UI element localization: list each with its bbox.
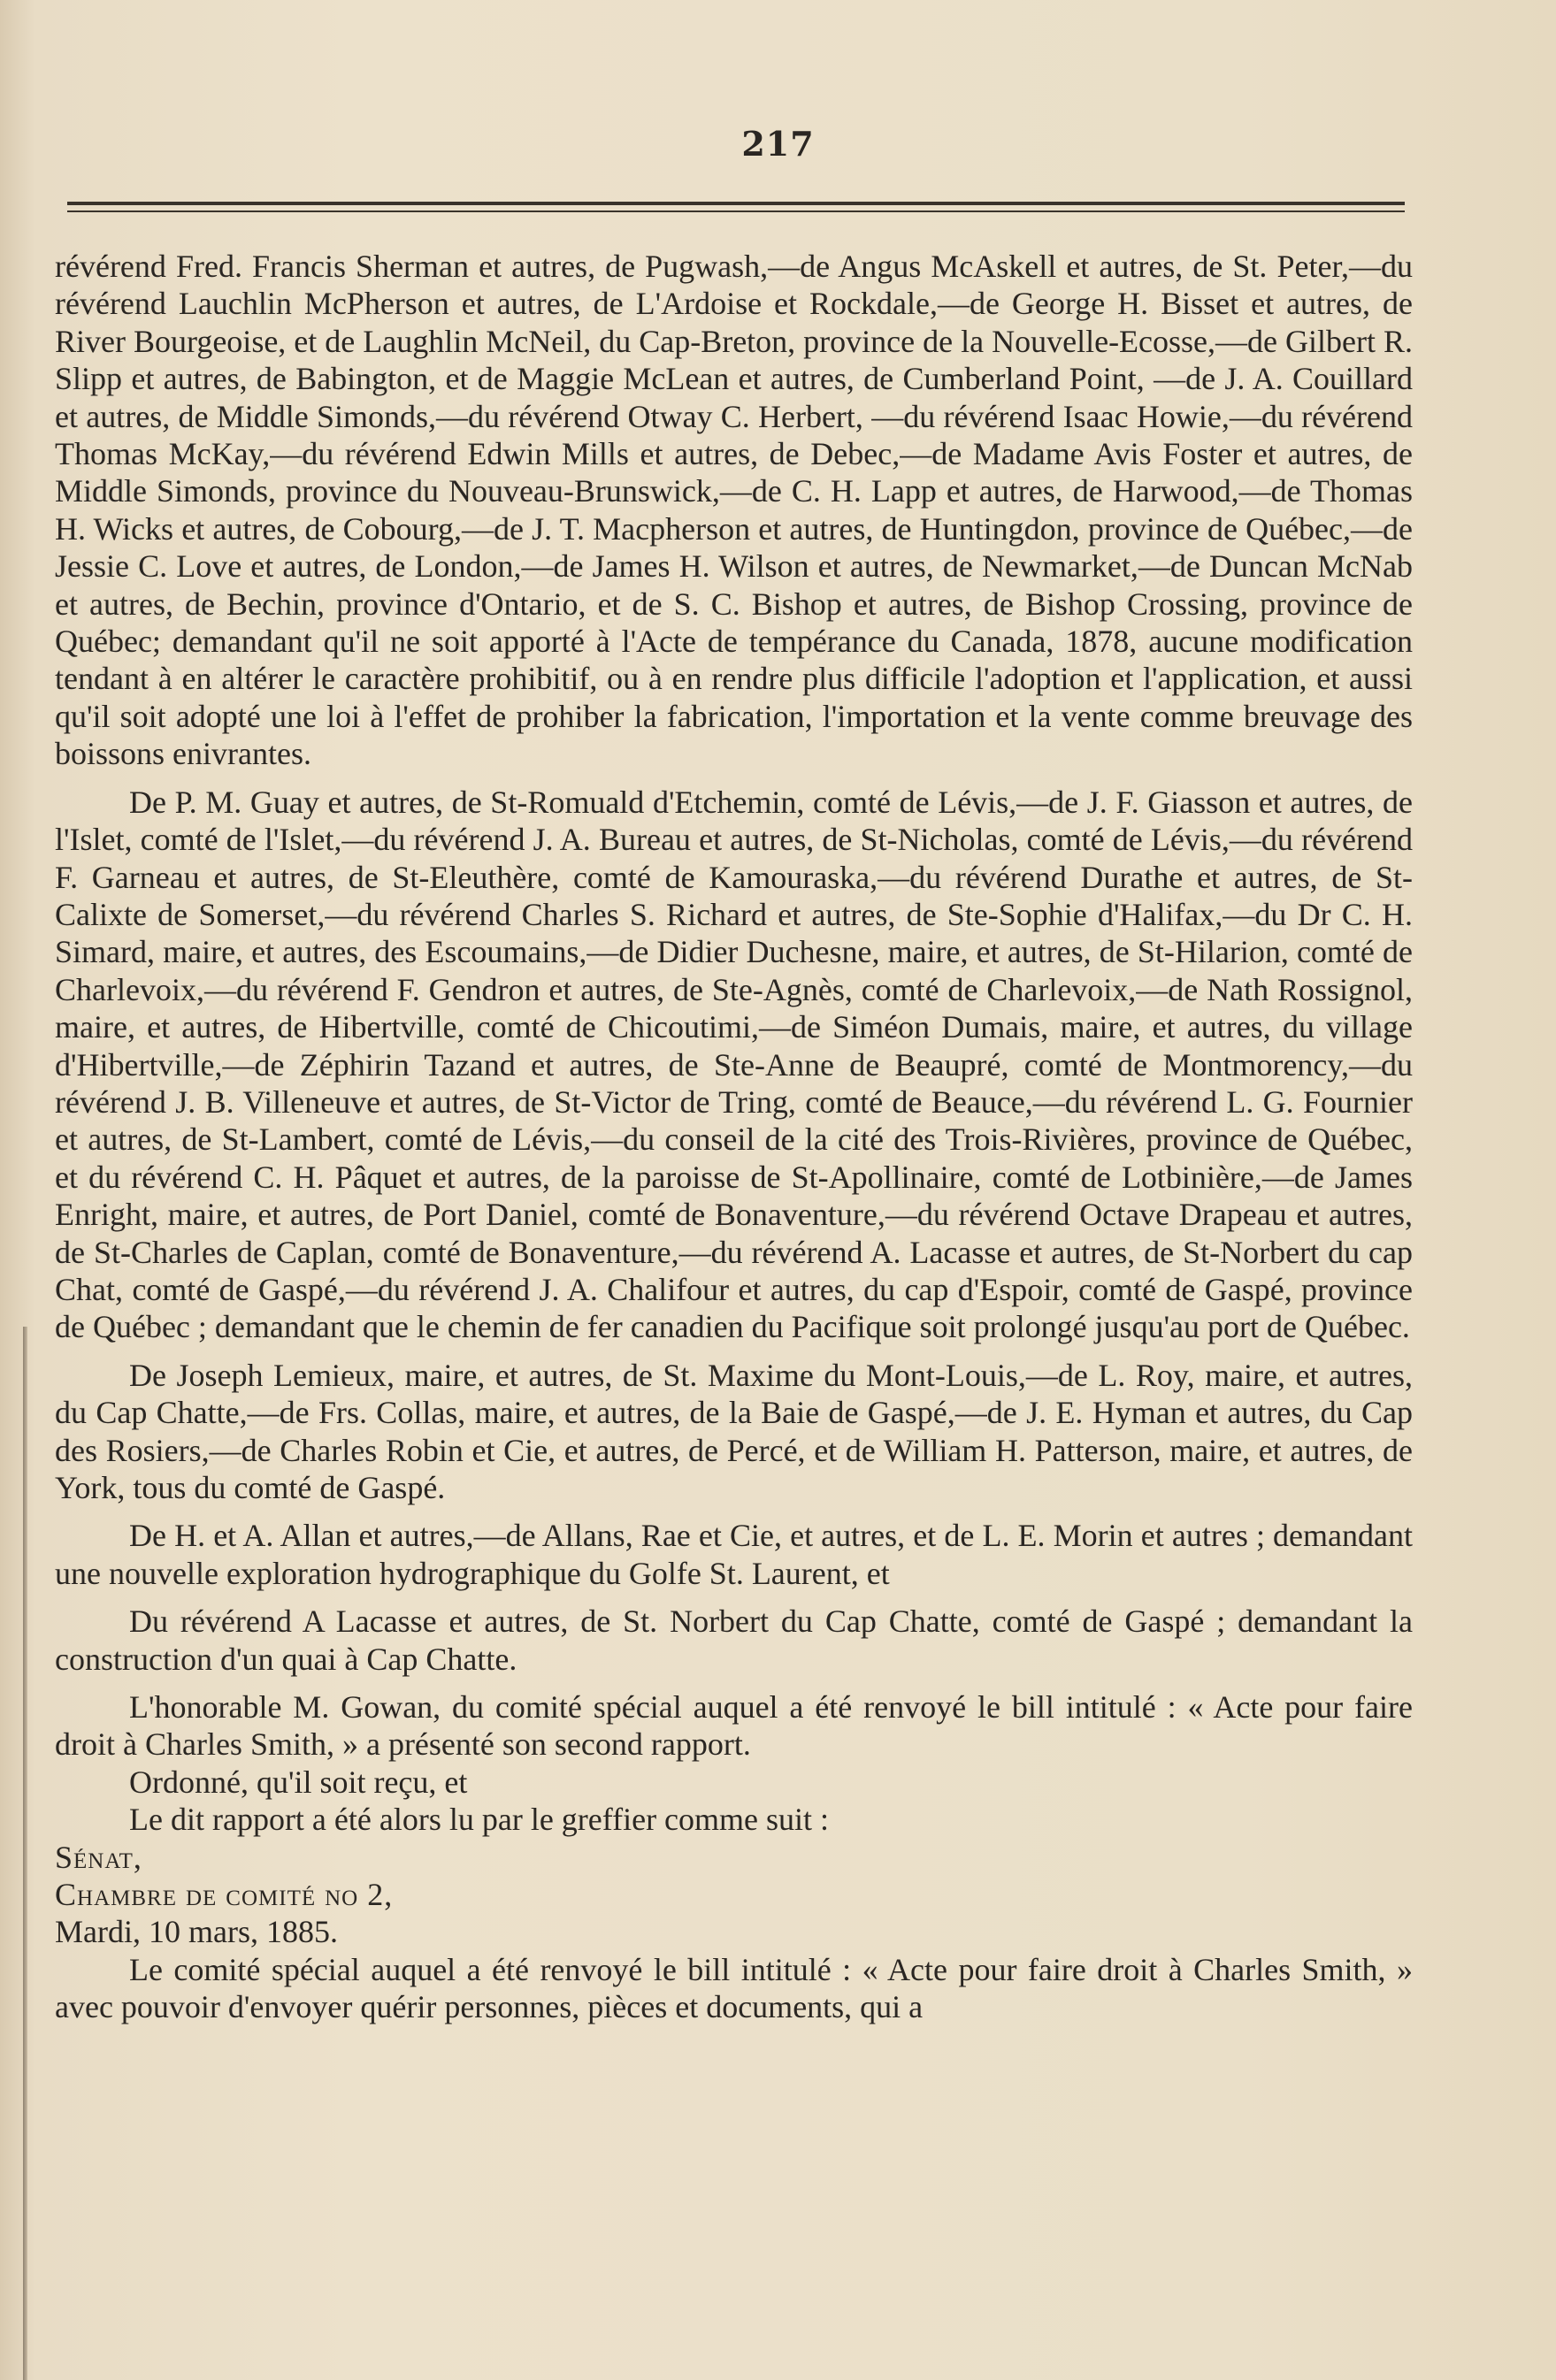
ordered-line: Ordonné, qu'il soit reçu, et	[129, 1764, 468, 1800]
header-rule-thin	[67, 210, 1405, 212]
read-line: Le dit rapport a été alors lu par le greffier comme suit :	[129, 1802, 830, 1838]
paragraph-petitions-temperance: révérend Fred. Francis Sherman et autres, de Pugwash,—de Angus McAskell et autres, de St. Peter,—du révérend Lauchlin McPherson et autres, de L'Ardoise et Rockdale,—de George H. Bisset et autres, de River Bourgeoise, et de Laughlin McNeil, du Cap-Breton, province de la Nouvelle-Ecosse,—de Gilbert R. Slipp et autres, de Babington, et de Maggie McLean et autres, de Cumberland Point, —de J. A. Couillard et autres, de Middle Simonds,—du révérend Otway C. Herbert, —du révérend Isaac Howie,—du révérend Thomas McKay,—du révérend Edwin Mills et autres, de Debec,—de Madame Avis Foster et autres, de Middle Simonds, province du Nouveau-Brunswick,—de C. H. Lapp et autres, de Harwood,—de Thomas H. Wicks et autres, de Cobourg,—de J. T. Macpherson et autres, de Huntingdon, province de Québec,—de Jessie C. Love et autres, de London,—de James H. Wilson et autres, de Newmarket,—de Duncan McNab et autres, de Bechin, province d'Ontario, et de S. C. Bishop et autres, de Bishop Crossing, province de Québec; demandant qu'il ne soit apporté à l'Acte de tempérance du Canada, 1878, aucune modification tendant à en altérer le caractère prohibitif, ou à en rendre plus difficile l'adoption et l'application, et aussi qu'il soit adopté une loi à l'effet de prohiber la fabrication, l'importation et la vente comme breuvage des boissons enivrantes.	[55, 249, 1413, 772]
paragraph-petition-quai: Du révérend A Lacasse et autres, de St. Norbert du Cap Chatte, comté de Gaspé ; demandant la construction d'un quai à Cap Chatte.	[55, 1603, 1413, 1677]
senat-heading: Sénat,	[55, 1839, 142, 1875]
paragraph-petitions-exploration: De H. et A. Allan et autres,—de Allans, Rae et Cie, et autres, et de L. E. Morin et autres ; demandant une nouvelle exploration hydrographique du Golfe St. Laurent, et	[55, 1518, 1413, 1591]
header-rule-thick	[67, 202, 1405, 205]
paragraph-committee-report: Le comité spécial auquel a été renvoyé le bill intitulé : « Acte pour faire droit à Charles Smith, » avec pouvoir d'envoyer quérir personnes, pièces et documents, qui a	[55, 1951, 1413, 2025]
body-text	[55, 248, 1413, 2026]
page-number: 217	[741, 124, 815, 164]
report-date: Mardi, 10 mars, 1885.	[55, 1914, 338, 1950]
chambre-heading: Chambre de comité no 2,	[55, 1877, 394, 1913]
paragraph-gowan-report: L'honorable M. Gowan, du comité spécial auquel a été renvoyé le bill intitulé : « Acte pour faire droit à Charles Smith, » a présenté son second rapport.	[55, 1689, 1413, 1763]
paragraph-petitions-pacifique: De P. M. Guay et autres, de St-Romuald d'Etchemin, comté de Lévis,—de J. F. Giasson et autres, de l'Islet, comté de l'Islet,—du révérend J. A. Bureau et autres, de St-Nicholas, comté de Lévis,—du révérend F. Garneau et autres, de St-Eleuthère, comté de Kamouraska,—du révérend Durathe et autres, de St-Calixte de Somerset,—du révérend Charles S. Richard et autres, de Ste-Sophie d'Halifax,—du Dr C. H. Simard, maire, et autres, des Escoumains,—de Didier Duchesne, maire, et autres, de St-Hilarion, comté de Charlevoix,—du révérend F. Gendron et autres, de Ste-Agnès, comté de Charlevoix,—de Nath Rossignol, maire, et autres, de Hibertville, comté de Chicoutimi,—de Siméon Dumais, maire, et autres, du village d'Hibertville,—de Zéphirin Tazand et autres, de Ste-Anne de Beaupré, comté de Montmorency,—du révérend J. B. Villeneuve et autres, de St-Victor de Tring, comté de Beauce,—du révérend L. G. Fournier et autres, de St-Lambert, comté de Lévis,—du conseil de la cité des Trois-Rivières, province de Québec, et du révérend C. H. Pâquet et autres, de la paroisse de St-Apollinaire, comté de Lotbinière,—de James Enright, maire, et autres, de Port Daniel, comté de Bonaventure,—du révérend Octave Drapeau et autres, de St-Charles de Caplan, comté de Bonaventure,—du révérend A. Lacasse et autres, de St-Norbert du cap Chat, comté de Gaspé,—du révérend J. A. Chalifour et autres, du cap d'Espoir, comté de Gaspé, province de Québec ; demandant que le chemin de fer canadien du Pacifique soit prolongé jusqu'au port de Québec.	[55, 784, 1413, 1345]
binding-shadow	[23, 1327, 27, 2380]
paragraph-petitions-gaspe: De Joseph Lemieux, maire, et autres, de St. Maxime du Mont-Louis,—de L. Roy, maire, et autres, du Cap Chatte,—de Frs. Collas, maire, et autres, de la Baie de Gaspé,—de J. E. Hyman et autres, du Cap des Rosiers,—de Charles Robin et Cie, et autres, de Percé, et de William H. Patterson, maire, et autres, de York, tous du comté de Gaspé.	[55, 1357, 1413, 1505]
